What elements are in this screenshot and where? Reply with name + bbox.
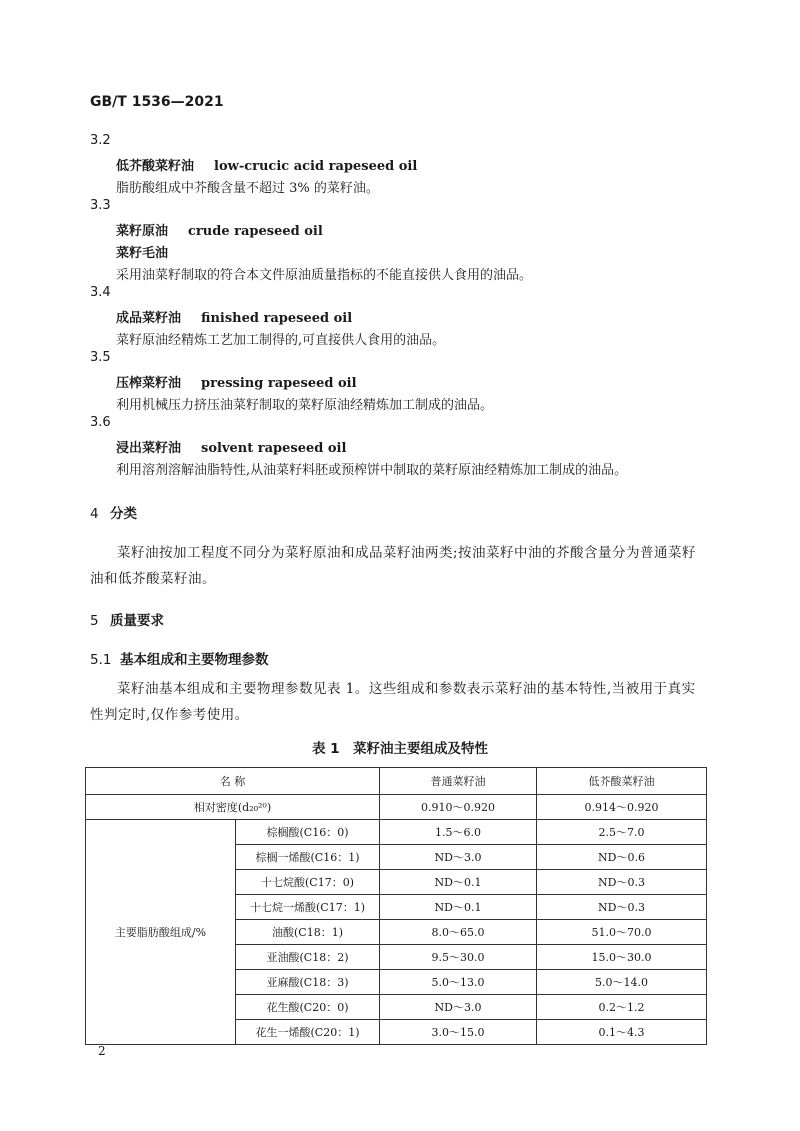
term-zh: 成品菜籽油 [116,311,182,326]
table-header-cell: 低芥酸菜籽油 [537,768,707,795]
term-zh: 菜籽原油 [116,224,169,239]
table-cell-name: 相对密度(d₂₀²⁰) [86,795,380,820]
term-number: 3.6 [90,415,111,430]
table-cell-value: 0.2～1.2 [537,995,707,1020]
table-cell-name: 亚麻酸(C18：3) [236,970,380,995]
table-cell-name: 十七烷一烯酸(C17：1) [236,895,380,920]
section-body: 菜籽油按加工程度不同分为菜籽原油和成品菜籽油两类;按油菜籽中油的芥酸含量分为普通菜籽油和低芥酸菜籽油。 [90,545,697,587]
term-zh: 浸出菜籽油 [116,441,182,456]
term-en: pressing rapeseed oil [201,376,357,391]
table-cell-value: 0.914～0.920 [537,795,707,820]
section-number: 5 [90,613,99,629]
document-header: GB/T 1536—2021 [90,94,224,110]
section-body: 菜籽油基本组成和主要物理参数见表 1。这些组成和参数表示菜籽油的基本特性,当被用于真实性判定时,仅作参考使用。 [90,681,696,723]
term-heading [116,155,417,174]
table-cell-value: ND～0.6 [537,845,707,870]
table-cell-value: ND～0.3 [537,870,707,895]
section-heading [90,502,137,522]
table-group-label: 主要脂肪酸组成/% [86,820,236,1045]
term-definition: 利用机械压力挤压油菜籽制取的菜籽原油经精炼加工制成的油品。 [116,398,494,413]
table-cell-value: ND～0.1 [380,895,537,920]
table-cell-name: 油酸(C18：1) [236,920,380,945]
term-zh: 压榨菜籽油 [116,376,182,391]
section-title: 分类 [110,506,137,522]
table-cell-value: 51.0～70.0 [537,920,707,945]
term-definition: 采用油菜籽制取的符合本文件原油质量指标的不能直接供人食用的油品。 [116,268,533,283]
table-cell-name: 亚油酸(C18：2) [236,945,380,970]
table-cell-value: 2.5～7.0 [537,820,707,845]
table-caption: 表 1 菜籽油主要组成及特性 [311,741,489,757]
table-cell-name: 花生一烯酸(C20：1) [236,1020,380,1045]
table-row [86,795,707,820]
section-number: 4 [90,506,99,522]
term-number: 3.3 [90,198,111,213]
table-cell-name: 棕榈一烯酸(C16：1) [236,845,380,870]
term-number: 3.4 [90,285,111,300]
section-number: 5.1 [90,652,112,668]
table-cell-value: ND～3.0 [380,845,537,870]
term-number: 3.5 [90,350,111,365]
term-en: finished rapeseed oil [201,311,353,326]
section-title: 基本组成和主要物理参数 [120,652,269,668]
table-header-cell: 名 称 [86,768,380,795]
term-definition: 利用溶剂溶解油脂特性,从油菜籽料胚或预榨饼中制取的菜籽原油经精炼加工制成的油品。 [116,463,628,478]
term-en: crude rapeseed oil [188,224,323,239]
table-cell-name: 花生酸(C20：0) [236,995,380,1020]
table-cell-value: 5.0～13.0 [380,970,537,995]
table-cell-value: 0.910～0.920 [380,795,537,820]
term-number: 3.2 [90,133,111,148]
table-cell-value: ND～3.0 [380,995,537,1020]
term-definition: 菜籽原油经精炼工艺加工制得的,可直接供人食用的油品。 [116,333,446,348]
term-en: solvent rapeseed oil [201,441,347,456]
table-cell-name: 十七烷酸(C17：0) [236,870,380,895]
table-cell-value: 1.5～6.0 [380,820,537,845]
table-cell-value: 0.1～4.3 [537,1020,707,1045]
term-definition: 脂肪酸组成中芥酸含量不超过 3% 的菜籽油。 [116,181,379,196]
table-cell-value: ND～0.3 [537,895,707,920]
table-cell-value: 9.5～30.0 [380,945,537,970]
term-heading [116,307,352,326]
term-heading [116,437,346,456]
page-number: 2 [98,1044,106,1058]
table-cell-name: 棕榈酸(C16：0) [236,820,380,845]
table-row [86,820,707,845]
table-cell-value: 3.0～15.0 [380,1020,537,1045]
term-heading [116,372,357,391]
table-header-row [86,768,707,795]
term-en: low-crucic acid rapeseed oil [214,159,418,174]
table-cell-value: 5.0～14.0 [537,970,707,995]
subsection-heading [90,648,269,668]
section-heading [90,609,164,629]
term-zh: 低芥酸菜籽油 [116,159,195,174]
table-cell-value: 8.0～65.0 [380,920,537,945]
section-title: 质量要求 [110,613,164,629]
table-cell-value: 15.0～30.0 [537,945,707,970]
term-heading [116,220,323,239]
composition-table [85,767,707,1045]
term-alt-name: 菜籽毛油 [116,246,169,261]
table-header-cell: 普通菜籽油 [380,768,537,795]
table-cell-value: ND～0.1 [380,870,537,895]
